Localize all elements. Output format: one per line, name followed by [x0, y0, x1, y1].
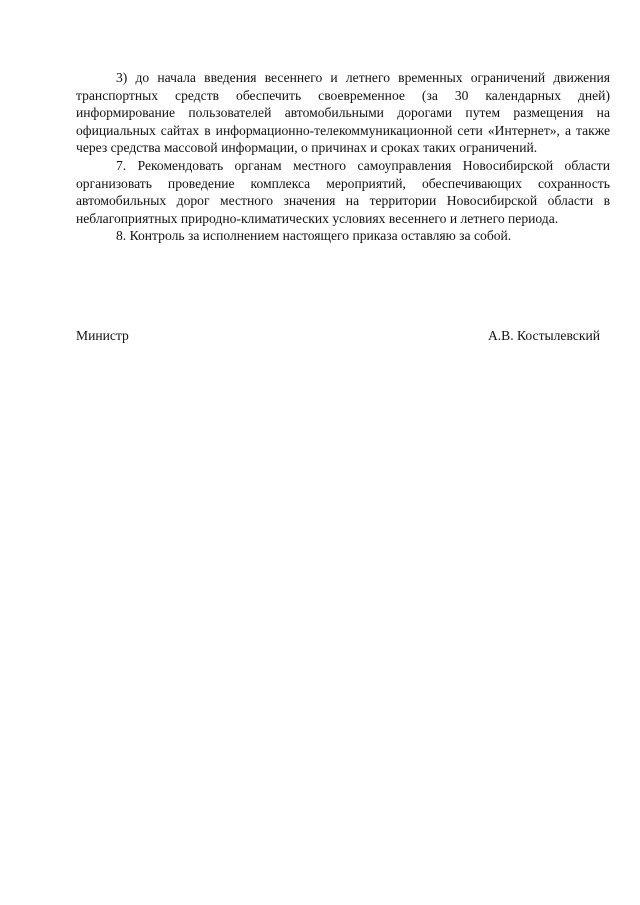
paragraph-item-8: 8. Контроль за исполнением настоящего приказа оставляю за собой.: [116, 228, 512, 244]
signatory-title: Министр: [76, 328, 129, 343]
document-body: [76, 69, 610, 245]
signature-block: [76, 327, 600, 345]
signatory-name: А.В. Костылевский: [487, 328, 600, 343]
paragraph-item-7: 7. Рекомендовать органам местного самоуправления Новосибирской области организовать проведение комплекса мероприятий, обеспечивающих сохранность автомобильных дорог местного значения на территории Новосибирской области в неблагоприятных природно-климатических условиях весеннего и летнего периода.: [76, 157, 610, 226]
paragraph-item-3: 3) до начала введения весеннего и летнего временных ограничений движения транспортных средств обеспечить своевременное (за 30 календарных дней) информирование пользователей автомобильными дорогами путем размещения на официальных сайтах в информационно-телекоммуникационной сети «Интернет», а также через средства массовой информации, о причинах и сроках таких ограничений.: [76, 70, 610, 156]
